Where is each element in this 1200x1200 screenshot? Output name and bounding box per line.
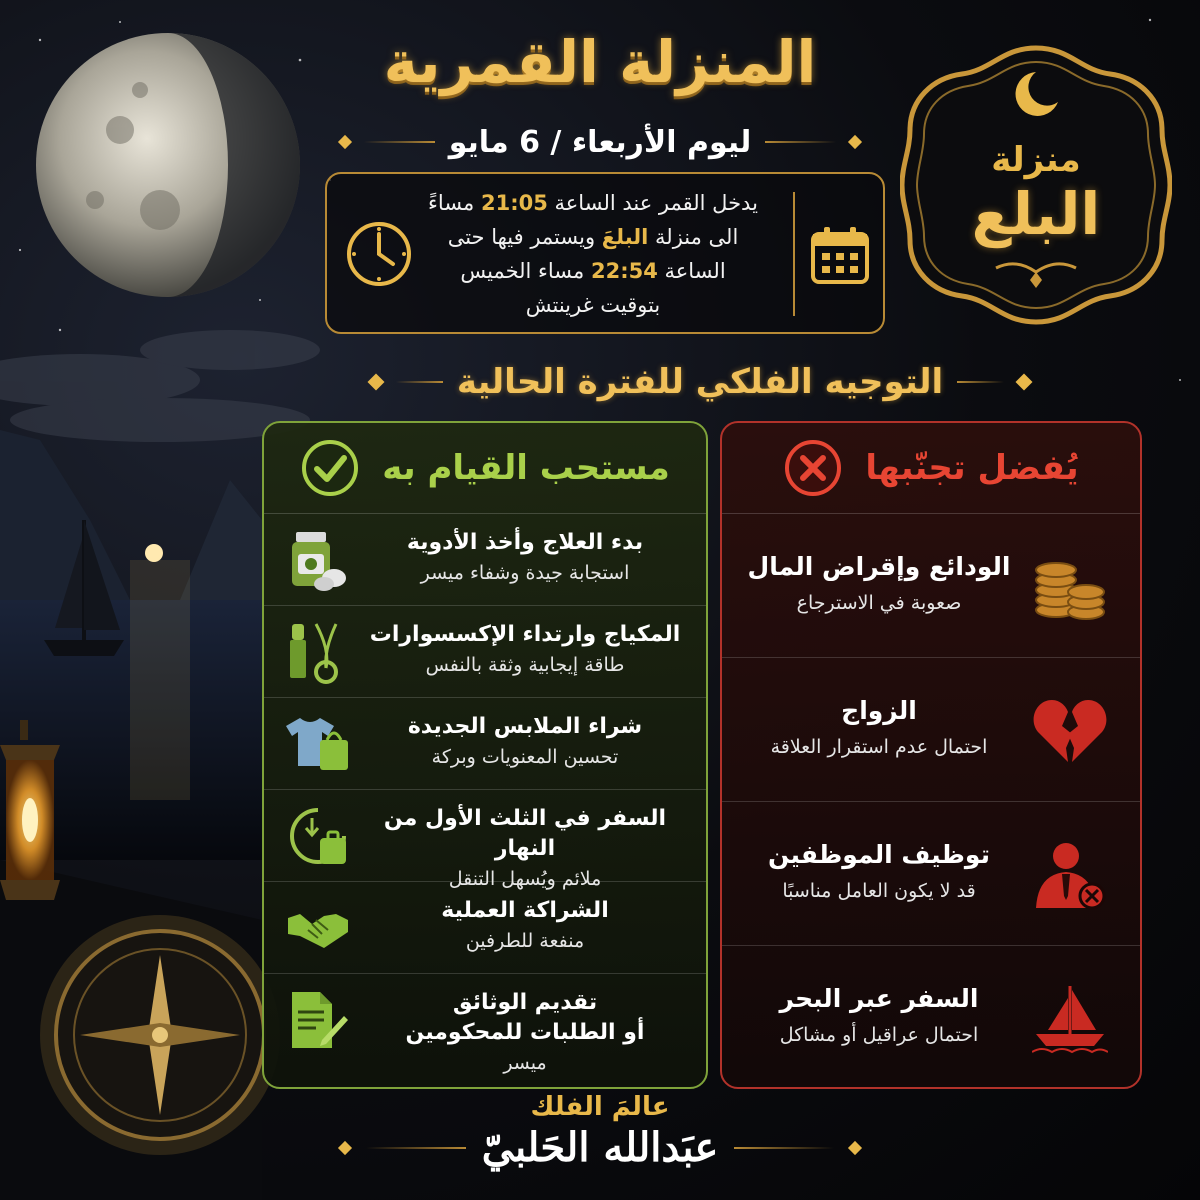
item-subtitle: احتمال عراقيل أو مشاكل (779, 1024, 979, 1046)
cross-icon (783, 438, 843, 498)
ornament-diamond (368, 374, 385, 391)
page-title: المنزلة القمرية (383, 28, 817, 96)
ornament-diamond (1016, 374, 1033, 391)
recommended-header (264, 423, 706, 514)
recommended-panel (262, 421, 708, 1089)
list-item (264, 974, 706, 1089)
subtitle-row (370, 358, 1030, 406)
broken-heart-icon (1032, 696, 1108, 766)
ornament-line (366, 1147, 466, 1149)
item-title: الودائع وإقراض المال (747, 552, 1011, 581)
avoid-panel (720, 421, 1142, 1089)
list-item (264, 882, 706, 974)
ornament-line (396, 381, 443, 383)
list-item (264, 514, 706, 606)
ornament-line (364, 141, 435, 143)
item-subtitle: تحسين المعنويات وبركة (431, 746, 619, 768)
item-title: السفر عبر البحر (779, 984, 979, 1013)
avoid-header (722, 423, 1140, 514)
date-text: ليوم الأربعاء / 6 مايو (448, 124, 752, 160)
mansion-badge (900, 40, 1172, 330)
info-separator (793, 192, 795, 316)
list-item (722, 658, 1140, 802)
avoid-title: يُفضل تجنّبها (865, 448, 1079, 488)
list-item (264, 698, 706, 790)
moon-entry-text (403, 186, 783, 322)
author-role: عالمَ الفلك (530, 1092, 670, 1122)
reject-employee-icon (1032, 840, 1108, 910)
author-signature (340, 1092, 860, 1192)
list-item (264, 606, 706, 698)
item-subtitle: قد لا يكون العامل مناسبًا (782, 880, 976, 902)
makeup-icon (286, 620, 350, 684)
handshake-icon (286, 896, 350, 960)
item-subtitle: صعوبة في الاسترجاع (796, 592, 962, 614)
item-title: السفر في الثلث الأول من النهار (383, 806, 667, 861)
ornament-line (734, 1147, 834, 1149)
item-subtitle: ميسر (503, 1052, 547, 1074)
info-line-3: الساعة 22:54 مساء الخميس (460, 259, 726, 283)
item-subtitle: طاقة إيجابية وثقة بالنفس (425, 654, 625, 676)
badge-mansion-name: البلع (971, 180, 1101, 248)
sailboat-icon (1032, 984, 1108, 1054)
recommended-title: مستحب القيام به (382, 448, 670, 488)
list-item (722, 514, 1140, 658)
ornament-diamond (338, 1140, 352, 1154)
checkmark-icon (300, 438, 360, 498)
list-item (722, 946, 1140, 1089)
info-line-2: الى منزلة البلعَ ويستمر فيها حتى (447, 225, 739, 249)
coins-icon (1032, 552, 1108, 622)
item-title: بدء العلاج وأخذ الأدوية (406, 530, 644, 555)
calendar-icon (809, 224, 871, 286)
clothes-shopping-icon (286, 712, 350, 776)
item-title: الشراكة العملية (441, 898, 609, 923)
item-subtitle: احتمال عدم استقرار العلاقة (770, 736, 988, 758)
ornament-line (765, 141, 836, 143)
ornament-diamond (338, 135, 352, 149)
ornament-diamond (848, 135, 862, 149)
medicine-icon (286, 528, 350, 592)
badge-label: منزلة (991, 140, 1081, 180)
document-pen-icon (286, 988, 350, 1052)
ornament-line (957, 381, 1004, 383)
info-line-4: بتوقيت غرينتش (525, 293, 661, 317)
item-subtitle: استجابة جيدة وشفاء ميسر (420, 562, 630, 584)
author-name: عبَدالله الحَلبيّ (481, 1124, 719, 1171)
list-item (722, 802, 1140, 946)
item-title: شراء الملابس الجديدة (407, 714, 643, 739)
item-title: توظيف الموظفين (768, 840, 990, 869)
item-title: الزواج (841, 696, 917, 725)
item-subtitle: ملائم ويُسهل التنقل (448, 868, 602, 890)
item-title: تقديم الوثائق (452, 990, 598, 1015)
moon-entry-info-box (325, 172, 885, 334)
travel-luggage-icon (286, 804, 350, 868)
clock-icon (343, 218, 415, 290)
item-title-line2: أو الطلبات للمحكومين (405, 1020, 645, 1045)
section-subtitle: التوجيه الفلكي للفترة الحالية (456, 362, 944, 402)
item-title: المكياج وارتداء الإكسسوارات (369, 622, 681, 647)
info-line-1: يدخل القمر عند الساعة 21:05 مساءً (428, 191, 758, 215)
item-subtitle: منفعة للطرفين (465, 930, 585, 952)
ornament-diamond (848, 1140, 862, 1154)
list-item (264, 790, 706, 890)
date-row (340, 122, 860, 162)
